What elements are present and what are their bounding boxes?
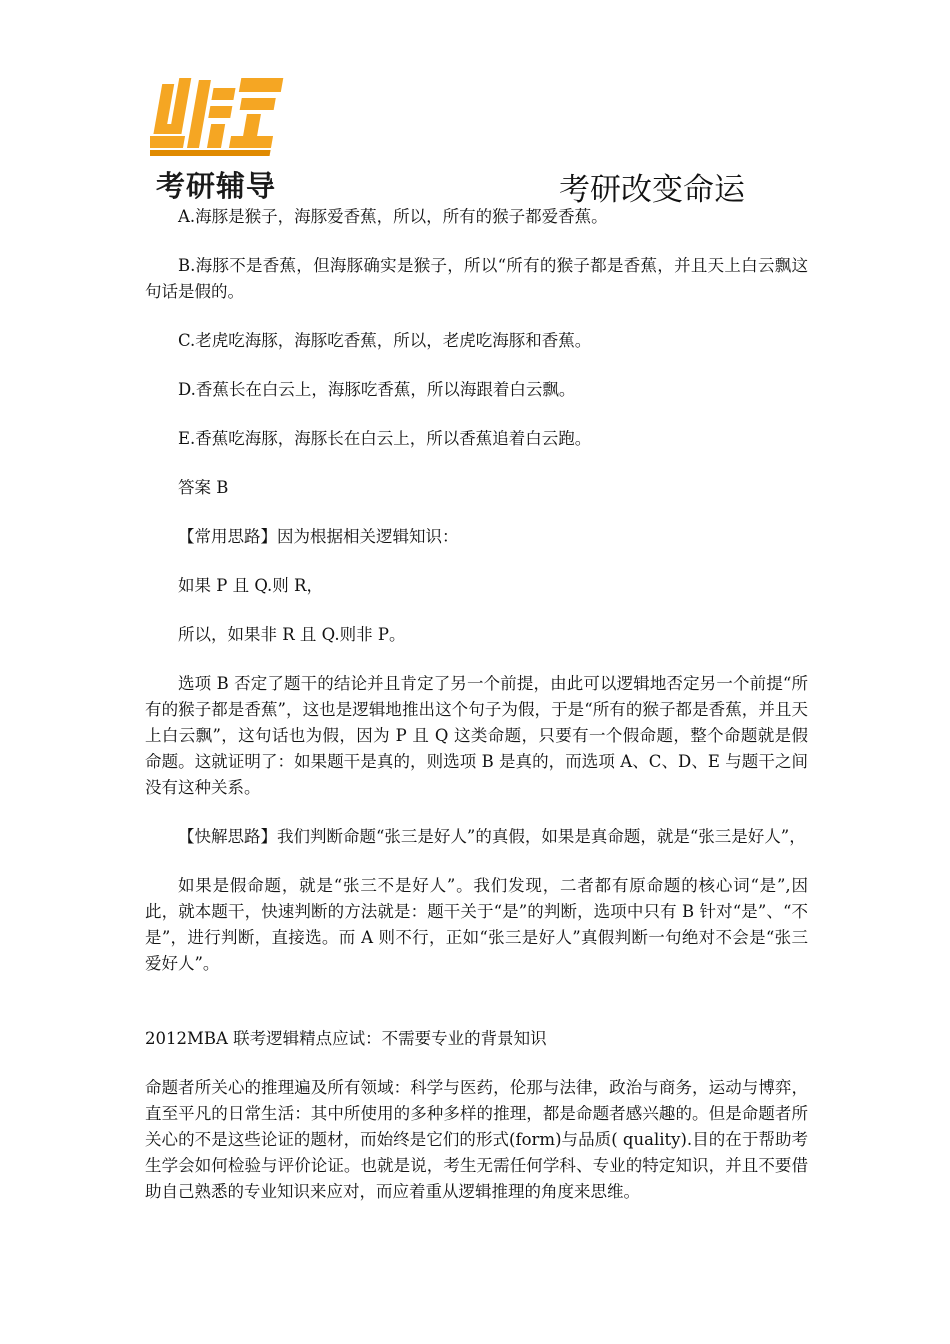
option-c: C.老虎吃海豚，海豚吃香蕉，所以，老虎吃海豚和香蕉。 — [178, 331, 592, 350]
section-body: 命题者所关心的推理遍及所有领域：科学与医药，伦那与法律，政治与商务，运动与博弈，直至平凡的日常生活：其中所使用的多种多样的推理，都是命题者感兴趣的。但是命题者所关心的不是这些论证的题材，而始终是它们的形式(form)与品质( quality).目的在于帮助考生学会如何检验与评价论证。也就是说，考生无需任何学科、专业的特定知识，并且不要借助自己熟悉的专业知识来应对，而应着重从逻辑推理的角度来思维。 — [145, 1078, 808, 1201]
common-approach-heading: 【常用思路】因为根据相关逻辑知识： — [178, 527, 459, 546]
document-body — [145, 204, 808, 1205]
answer: 答案 B — [178, 478, 229, 497]
kaicheng-logo-icon — [150, 74, 300, 160]
quick-approach-heading: 【快解思路】我们判断命题“张三是好人”的真假，如果是真命题，就是“张三是好人”， — [178, 827, 806, 846]
header-slogan: 考研改变命运 — [559, 172, 745, 208]
logic-rule-1: 如果 P 且 Q.则 R， — [178, 576, 323, 595]
section-title: 2012MBA 联考逻辑精点应试：不需要专业的背景知识 — [145, 1029, 547, 1048]
option-b: B.海豚不是香蕉，但海豚确实是猴子，所以“所有的猴子都是香蕉，并且天上白云飘这句话是假的。 — [145, 256, 808, 301]
option-d: D.香蕉长在白云上，海豚吃香蕉，所以海跟着白云飘。 — [178, 380, 576, 399]
logo-subtitle: 考研辅导 — [156, 169, 277, 203]
brand-logo — [150, 74, 310, 202]
common-approach-explanation: 选项 B 否定了题干的结论并且肯定了另一个前提，由此可以逻辑地否定另一个前提“所有的猴子都是香蕉”，这也是逻辑地推出这个句子为假，于是“所有的猴子都是香蕉，并且天上白云飘”，这句话也为假，因为 P 且 Q 这类命题，只要有一个假命题，整个命题就是假命题。这就证明了：如果题干是真的，则选项 B 是真的，而选项 A、C、D、E 与题干之间没有这种关系。 — [145, 674, 808, 797]
quick-approach-explanation: 如果是假命题，就是“张三不是好人”。我们发现，二者都有原命题的核心词“是”,因此，就本题干，快速判断的方法就是：题干关于“是”的判断，选项中只有 B 针对“是”、“不是”，进行判断，直接选。而 A 则不行，正如“张三是好人”真假判断一句绝对不会是“张三爱好人”。 — [145, 876, 808, 973]
option-e: E.香蕉吃海豚，海豚长在白云上，所以香蕉追着白云跑。 — [178, 429, 592, 448]
option-a: A.海豚是猴子，海豚爱香蕉，所以，所有的猴子都爱香蕉。 — [178, 207, 608, 226]
logic-rule-2: 所以，如果非 R 且 Q.则非 P。 — [178, 625, 406, 644]
